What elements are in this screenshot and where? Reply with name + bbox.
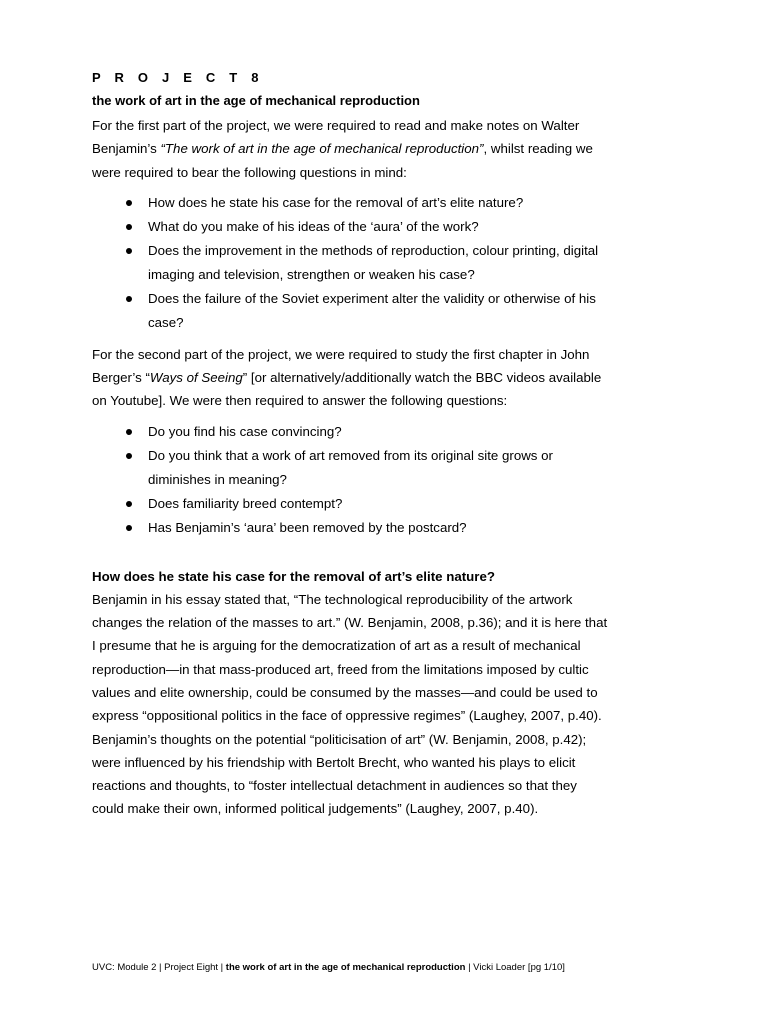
intro1-essay-title: “The work of art in the age of mechanical reproduction” (160, 141, 484, 157)
question-text: How does he state his case for the removal of art’s elite nature? (148, 194, 524, 210)
intro2-book-title: Ways of Seeing (149, 370, 243, 386)
intro1-text-after: , whilst reading we were required to bear the following questions in mind: (92, 141, 593, 180)
bullet-icon (126, 453, 132, 459)
intro-paragraph-1 (92, 114, 612, 184)
question-text: Does the failure of the Soviet experiment alter the validity or otherwise of his case? (148, 290, 596, 330)
bullet-icon (126, 248, 132, 254)
list-item (92, 420, 612, 444)
bullet-icon (126, 296, 132, 302)
question-text: Has Benjamin’s ‘aura’ been removed by the postcard? (148, 519, 467, 535)
intro2-text-after: ” [or alternatively/additionally watch the BBC videos available on Youtube]. We were then required to answer the following questions: (92, 370, 602, 409)
section-body: Benjamin in his essay stated that, “The technological reproducibility of the artwork changes the relation of the masses to art.” (W. Benjamin, 2008, p.36); and it is here that I presume that he is arguing for the democratization of art as a result of mechanical reproduction—in that mass-produced art, freed from the limitations imposed by cultic values and elite ownership, could be consumed by the masses—and could be used to express “oppositional politics in the face of oppressive regimes” (Laughey, 2007, p.40). Benjamin’s thoughts on the potential “politicisation of art” (W. Benjamin, 2008, p.42); were influenced by his friendship with Bertolt Brecht, who wanted his plays to elicit reactions and thoughts, to “foster intellectual detachment in audiences so that they could make their own, informed political judgements” (Laughey, 2007, p.40). (92, 591, 608, 817)
list-item (92, 444, 612, 492)
intro2-text-before: For the second part of the project, we were required to study the first chapter in John Berger’s “ (92, 346, 590, 386)
question-text: Does familiarity breed contempt? (148, 495, 343, 511)
footer-suffix: | Vicki Loader [pg 1/10] (465, 962, 565, 973)
question-text: Do you think that a work of art removed from its original site grows or diminishes in meaning? (148, 447, 553, 487)
questions-list-1 (92, 191, 612, 335)
question-text: Do you find his case convincing? (148, 423, 342, 439)
list-item (92, 215, 612, 239)
page-footer (92, 961, 565, 975)
footer-prefix: UVC: Module 2 | Project Eight | (92, 962, 226, 973)
list-item (92, 516, 612, 540)
question-text: Does the improvement in the methods of reproduction, colour printing, digital imaging and television, strengthen or weaken his case? (148, 242, 599, 282)
bullet-icon (126, 429, 132, 435)
project-title: the work of art in the age of mechanical reproduction (92, 93, 420, 108)
list-item (92, 239, 612, 287)
bullet-icon (126, 224, 132, 230)
footer-title: the work of art in the age of mechanical reproduction (225, 962, 466, 973)
section-heading: How does he state his case for the removal of art’s elite nature? (92, 568, 495, 584)
intro1-text-before: For the first part of the project, we were required to read and make notes on Walter Benjamin’s (92, 118, 580, 157)
questions-list-2 (92, 420, 612, 540)
document-page (92, 68, 612, 821)
bullet-icon (126, 501, 132, 507)
project-label: P R O J E C T 8 (92, 70, 264, 85)
bullet-icon (126, 200, 132, 206)
question-text: What do you make of his ideas of the ‘aura’ of the work? (148, 218, 479, 234)
list-item (92, 492, 612, 516)
bullet-icon (126, 525, 132, 531)
list-item (92, 191, 612, 215)
list-item (92, 287, 612, 335)
intro-paragraph-2 (92, 343, 612, 413)
